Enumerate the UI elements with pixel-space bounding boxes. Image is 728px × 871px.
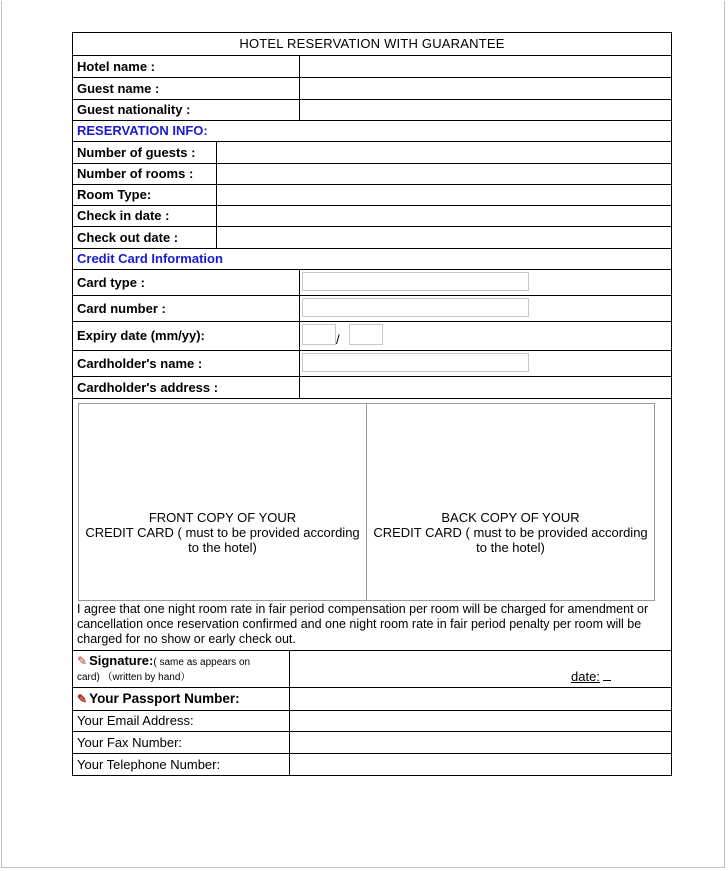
holder-name-input[interactable] [302, 353, 529, 372]
pen-icon: ✎ [77, 654, 88, 668]
guests-row [72, 141, 672, 163]
rooms-label: Number of rooms : [77, 166, 194, 181]
rooms-value[interactable] [217, 163, 671, 184]
card-number-input[interactable] [302, 298, 529, 317]
check-out-label: Check out date : [77, 229, 179, 245]
signature-note: ( same as appears on [153, 657, 251, 668]
check-in-label: Check in date : [77, 208, 170, 223]
signature-value[interactable] [290, 650, 671, 687]
signature-note-hand: card) （written by hand） [77, 672, 191, 683]
card-type-label: Card type : [77, 274, 145, 290]
room-type-label: Room Type: [77, 187, 152, 202]
front-copy-text: FRONT COPY OF YOUR CREDIT CARD ( must to be provided according to the hotel) [85, 510, 360, 555]
room-type-value[interactable] [217, 184, 671, 205]
check-in-value[interactable] [217, 205, 671, 226]
check-in-row [72, 205, 672, 226]
card-type-input[interactable] [302, 272, 529, 291]
rooms-row [72, 163, 672, 184]
passport-label: Your Passport Number: [89, 690, 240, 706]
back-copy-box [366, 403, 655, 601]
passport-row [72, 687, 672, 710]
guest-nationality-value[interactable] [300, 99, 671, 120]
expiry-month-input[interactable] [302, 324, 336, 345]
expiry-year-input[interactable] [349, 324, 383, 345]
agreement-text: I agree that one night room rate in fair period compensation per room will be charged for amendment or cancellation once reservation confirmed and one night room rate in fair period penalty per room will be charged for no show or early check out. [77, 602, 649, 646]
guests-label: Number of guests : [77, 144, 196, 160]
telephone-row [72, 753, 672, 775]
holder-address-row [72, 376, 672, 398]
expiry-row [72, 321, 672, 350]
guest-nationality-label: Guest nationality : [77, 102, 191, 117]
card-number-label: Card number : [77, 300, 166, 316]
reservation-heading: RESERVATION INFO: [77, 123, 208, 138]
check-out-value[interactable] [217, 226, 671, 248]
email-row [72, 710, 672, 731]
email-label: Your Email Address: [77, 713, 194, 728]
reservation-heading-row [72, 120, 672, 141]
check-out-row [72, 226, 672, 248]
holder-address-value[interactable] [300, 376, 671, 398]
fax-label: Your Fax Number: [77, 734, 183, 750]
credit-heading-row [72, 248, 672, 269]
guest-name-label: Guest name : [77, 80, 160, 96]
holder-name-row [72, 350, 672, 376]
hotel-name-row [72, 55, 672, 77]
card-number-row [72, 295, 672, 321]
guest-nationality-row [72, 99, 672, 120]
title-row [72, 32, 672, 55]
back-copy-text: BACK COPY OF YOUR CREDIT CARD ( must to be provided according to the hotel) [373, 510, 648, 555]
expiry-separator: / [336, 332, 340, 347]
guests-value[interactable] [217, 141, 671, 163]
date-label: date: [571, 669, 600, 684]
guest-name-row [72, 77, 672, 99]
credit-heading: Credit Card Information [77, 251, 223, 266]
fax-row [72, 731, 672, 753]
pen-icon: ✎ [77, 691, 88, 706]
copies-section [72, 398, 672, 650]
fax-value[interactable] [290, 731, 671, 753]
telephone-value[interactable] [290, 753, 671, 775]
expiry-label: Expiry date (mm/yy): [77, 328, 205, 343]
room-type-row [72, 184, 672, 205]
card-type-row [72, 269, 672, 295]
signature-row [72, 650, 672, 687]
passport-value[interactable] [290, 687, 671, 710]
front-copy-box [78, 403, 367, 601]
form-title: HOTEL RESERVATION WITH GUARANTEE [239, 36, 505, 51]
telephone-label: Your Telephone Number: [77, 756, 221, 772]
guest-name-value[interactable] [300, 77, 671, 99]
email-value[interactable] [290, 710, 671, 731]
hotel-name-label: Hotel name : [77, 58, 156, 74]
signature-label: Signature: [89, 653, 154, 668]
holder-name-label: Cardholder's name : [77, 355, 203, 371]
holder-address-label: Cardholder's address : [77, 379, 219, 395]
hotel-name-value[interactable] [300, 55, 671, 77]
